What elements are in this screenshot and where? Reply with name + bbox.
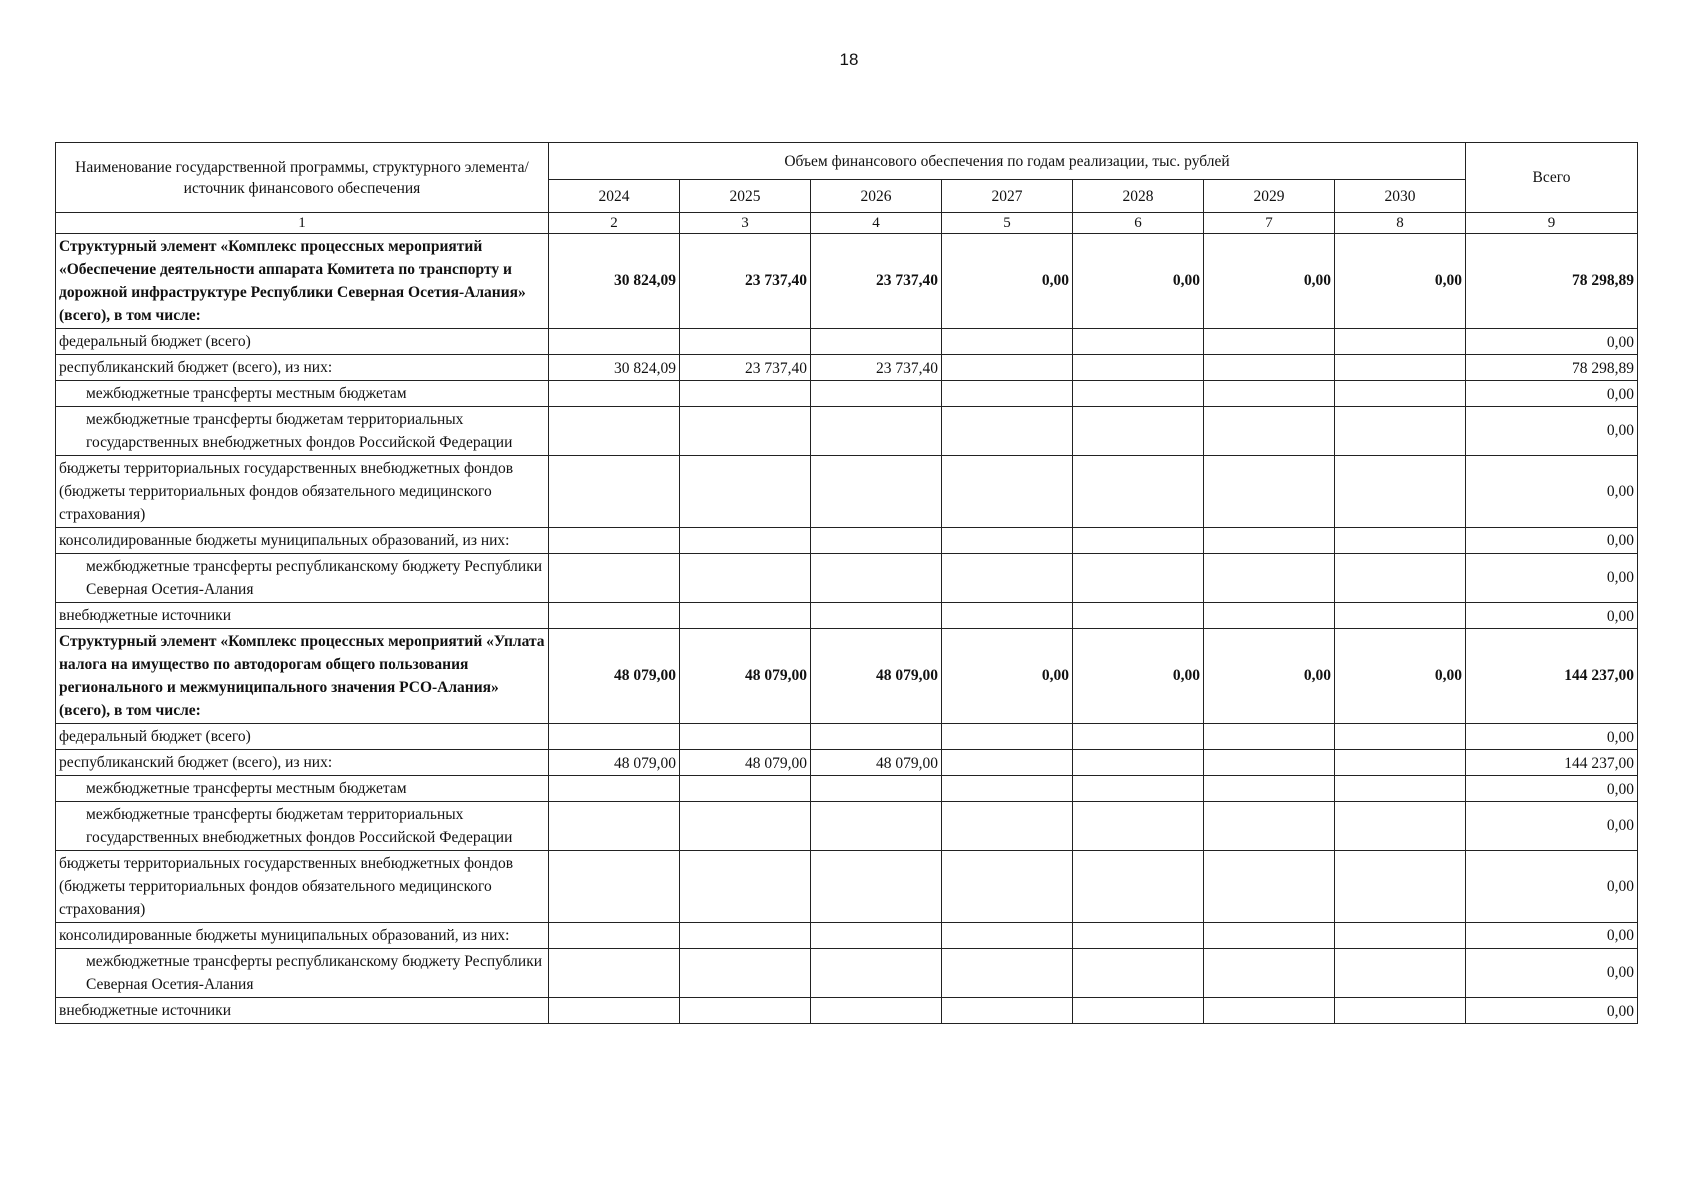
year-value-cell xyxy=(811,407,942,456)
table-row xyxy=(56,923,1638,949)
row-label: внебюджетные источники xyxy=(56,998,549,1024)
year-value-cell xyxy=(1335,998,1466,1024)
total-value-cell: 78 298,89 xyxy=(1466,355,1638,381)
total-value-cell: 78 298,89 xyxy=(1466,234,1638,329)
year-value-cell xyxy=(942,724,1073,750)
year-value-cell xyxy=(811,802,942,851)
year-value-cell xyxy=(811,329,942,355)
total-value-cell: 0,00 xyxy=(1466,998,1638,1024)
year-value-cell: 0,00 xyxy=(1335,629,1466,724)
year-value-cell xyxy=(1073,355,1204,381)
row-label: межбюджетные трансферты местным бюджетам xyxy=(56,776,549,802)
total-value-cell: 0,00 xyxy=(1466,949,1638,998)
page-number: 18 xyxy=(839,50,859,69)
year-value-cell: 48 079,00 xyxy=(549,750,680,776)
year-value-cell xyxy=(942,776,1073,802)
year-value-cell xyxy=(549,456,680,528)
year-value-cell xyxy=(1204,456,1335,528)
year-value-cell xyxy=(1204,724,1335,750)
row-label: федеральный бюджет (всего) xyxy=(56,329,549,355)
table-row xyxy=(56,776,1638,802)
year-value-cell xyxy=(680,603,811,629)
year-value-cell xyxy=(942,407,1073,456)
column-number: 2 xyxy=(549,213,680,234)
year-value-cell xyxy=(1335,802,1466,851)
header-total: Всего xyxy=(1466,143,1638,213)
year-value-cell: 48 079,00 xyxy=(811,750,942,776)
year-value-cell xyxy=(811,528,942,554)
total-value-cell: 0,00 xyxy=(1466,802,1638,851)
year-value-cell xyxy=(680,329,811,355)
year-value-cell xyxy=(942,923,1073,949)
year-value-cell xyxy=(942,603,1073,629)
year-value-cell xyxy=(1073,802,1204,851)
year-value-cell xyxy=(680,802,811,851)
year-value-cell xyxy=(1335,603,1466,629)
year-value-cell: 30 824,09 xyxy=(549,355,680,381)
year-value-cell xyxy=(680,407,811,456)
year-value-cell: 0,00 xyxy=(1204,629,1335,724)
year-value-cell xyxy=(680,776,811,802)
year-value-cell xyxy=(680,998,811,1024)
table-row xyxy=(56,998,1638,1024)
year-value-cell: 48 079,00 xyxy=(680,629,811,724)
header-year: 2028 xyxy=(1073,180,1204,213)
year-value-cell: 0,00 xyxy=(1073,629,1204,724)
year-value-cell xyxy=(1204,528,1335,554)
row-label: бюджеты территориальных государственных внебюджетных фондов (бюджеты территориальных фондов обязательного медицинского страхования) xyxy=(56,456,549,528)
total-value-cell: 0,00 xyxy=(1466,603,1638,629)
year-value-cell xyxy=(1073,456,1204,528)
year-value-cell: 48 079,00 xyxy=(549,629,680,724)
table-row xyxy=(56,528,1638,554)
row-label: внебюджетные источники xyxy=(56,603,549,629)
header-name: Наименование государственной программы, структурного элемента/источник финансового обеспечения xyxy=(56,143,549,213)
year-value-cell xyxy=(1073,776,1204,802)
year-value-cell xyxy=(680,554,811,603)
year-value-cell xyxy=(942,329,1073,355)
total-value-cell: 0,00 xyxy=(1466,528,1638,554)
year-value-cell xyxy=(1335,554,1466,603)
year-value-cell xyxy=(1335,851,1466,923)
year-value-cell xyxy=(942,554,1073,603)
year-value-cell xyxy=(1335,381,1466,407)
row-label: республиканский бюджет (всего), из них: xyxy=(56,750,549,776)
total-value-cell: 144 237,00 xyxy=(1466,629,1638,724)
year-value-cell xyxy=(549,949,680,998)
year-value-cell xyxy=(680,456,811,528)
row-label: межбюджетные трансферты бюджетам территориальных государственных внебюджетных фондов Российской Федерации xyxy=(56,407,549,456)
year-value-cell xyxy=(549,724,680,750)
table-row xyxy=(56,603,1638,629)
total-value-cell: 0,00 xyxy=(1466,407,1638,456)
year-value-cell xyxy=(549,923,680,949)
row-label: консолидированные бюджеты муниципальных образований, из них: xyxy=(56,923,549,949)
year-value-cell xyxy=(942,750,1073,776)
total-value-cell: 0,00 xyxy=(1466,776,1638,802)
column-number: 7 xyxy=(1204,213,1335,234)
year-value-cell xyxy=(1073,603,1204,629)
year-value-cell xyxy=(942,851,1073,923)
budget-table xyxy=(55,142,1638,1024)
table-row xyxy=(56,750,1638,776)
year-value-cell xyxy=(1204,851,1335,923)
year-value-cell xyxy=(549,603,680,629)
year-value-cell xyxy=(1204,802,1335,851)
total-value-cell: 0,00 xyxy=(1466,724,1638,750)
year-value-cell xyxy=(1204,355,1335,381)
table-row xyxy=(56,851,1638,923)
year-value-cell xyxy=(1204,407,1335,456)
year-value-cell xyxy=(680,528,811,554)
header-year: 2030 xyxy=(1335,180,1466,213)
table-row xyxy=(56,802,1638,851)
year-value-cell xyxy=(1204,750,1335,776)
year-value-cell xyxy=(811,923,942,949)
total-value-cell: 0,00 xyxy=(1466,381,1638,407)
total-value-cell: 0,00 xyxy=(1466,456,1638,528)
year-value-cell xyxy=(942,949,1073,998)
header-volume: Объем финансового обеспечения по годам реализации, тыс. рублей xyxy=(549,143,1466,180)
year-value-cell xyxy=(1073,407,1204,456)
year-value-cell xyxy=(1335,456,1466,528)
table-body xyxy=(56,234,1638,1024)
header-year: 2024 xyxy=(549,180,680,213)
year-value-cell xyxy=(549,776,680,802)
year-value-cell: 23 737,40 xyxy=(811,234,942,329)
column-number: 5 xyxy=(942,213,1073,234)
table-row xyxy=(56,355,1638,381)
year-value-cell xyxy=(1335,355,1466,381)
year-value-cell xyxy=(942,355,1073,381)
year-value-cell xyxy=(811,456,942,528)
year-value-cell xyxy=(1073,750,1204,776)
table-row xyxy=(56,456,1638,528)
year-value-cell xyxy=(1073,949,1204,998)
year-value-cell xyxy=(549,407,680,456)
year-value-cell xyxy=(1335,776,1466,802)
year-value-cell xyxy=(1204,381,1335,407)
year-value-cell xyxy=(549,851,680,923)
year-value-cell xyxy=(1335,528,1466,554)
year-value-cell xyxy=(1204,776,1335,802)
year-value-cell: 0,00 xyxy=(1073,234,1204,329)
year-value-cell xyxy=(1204,923,1335,949)
header-year: 2027 xyxy=(942,180,1073,213)
year-value-cell xyxy=(1204,329,1335,355)
year-value-cell xyxy=(1073,381,1204,407)
year-value-cell: 23 737,40 xyxy=(680,234,811,329)
table-row xyxy=(56,407,1638,456)
year-value-cell xyxy=(1204,554,1335,603)
year-value-cell xyxy=(811,554,942,603)
table-row xyxy=(56,724,1638,750)
column-number: 6 xyxy=(1073,213,1204,234)
year-value-cell xyxy=(942,381,1073,407)
year-value-cell xyxy=(1073,329,1204,355)
year-value-cell xyxy=(680,724,811,750)
year-value-cell xyxy=(680,851,811,923)
year-value-cell xyxy=(1335,407,1466,456)
column-number: 9 xyxy=(1466,213,1638,234)
year-value-cell: 0,00 xyxy=(1335,234,1466,329)
year-value-cell: 23 737,40 xyxy=(680,355,811,381)
column-number: 1 xyxy=(56,213,549,234)
year-value-cell xyxy=(1073,923,1204,949)
year-value-cell xyxy=(811,998,942,1024)
total-value-cell: 0,00 xyxy=(1466,851,1638,923)
row-label: Структурный элемент «Комплекс процессных мероприятий «Уплата налога на имущество по автодорогам общего пользования регионального и межмуниципального значения РСО-Алания» (всего), в том числе: xyxy=(56,629,549,724)
table-row xyxy=(56,234,1638,329)
row-label: федеральный бюджет (всего) xyxy=(56,724,549,750)
year-value-cell xyxy=(811,949,942,998)
header-year: 2026 xyxy=(811,180,942,213)
year-value-cell xyxy=(680,923,811,949)
year-value-cell xyxy=(680,949,811,998)
year-value-cell xyxy=(1335,949,1466,998)
year-value-cell xyxy=(549,528,680,554)
row-label: межбюджетные трансферты республиканскому бюджету Республики Северная Осетия-Алания xyxy=(56,949,549,998)
total-value-cell: 0,00 xyxy=(1466,329,1638,355)
year-value-cell xyxy=(1335,724,1466,750)
year-value-cell xyxy=(942,998,1073,1024)
row-label: Структурный элемент «Комплекс процессных мероприятий «Обеспечение деятельности аппарата Комитета по транспорту и дорожной инфраструктуре Республики Северная Осетия-Алания» (всего), в том числе: xyxy=(56,234,549,329)
total-value-cell: 144 237,00 xyxy=(1466,750,1638,776)
row-label: бюджеты территориальных государственных внебюджетных фондов (бюджеты территориальных фондов обязательного медицинского страхования) xyxy=(56,851,549,923)
column-number: 3 xyxy=(680,213,811,234)
year-value-cell xyxy=(942,528,1073,554)
year-value-cell xyxy=(811,603,942,629)
year-value-cell xyxy=(811,381,942,407)
year-value-cell xyxy=(1073,554,1204,603)
year-value-cell xyxy=(549,329,680,355)
year-value-cell xyxy=(1073,851,1204,923)
column-number: 4 xyxy=(811,213,942,234)
row-label: консолидированные бюджеты муниципальных образований, из них: xyxy=(56,528,549,554)
year-value-cell xyxy=(549,381,680,407)
row-label: межбюджетные трансферты республиканскому бюджету Республики Северная Осетия-Алания xyxy=(56,554,549,603)
year-value-cell xyxy=(811,851,942,923)
year-value-cell xyxy=(942,456,1073,528)
total-value-cell: 0,00 xyxy=(1466,554,1638,603)
header-year: 2025 xyxy=(680,180,811,213)
year-value-cell xyxy=(811,776,942,802)
year-value-cell xyxy=(1335,329,1466,355)
year-value-cell xyxy=(1204,603,1335,629)
table-row xyxy=(56,554,1638,603)
year-value-cell xyxy=(1204,998,1335,1024)
column-number: 8 xyxy=(1335,213,1466,234)
year-value-cell: 0,00 xyxy=(942,234,1073,329)
year-value-cell xyxy=(1335,750,1466,776)
year-value-cell xyxy=(549,998,680,1024)
year-value-cell: 48 079,00 xyxy=(680,750,811,776)
year-value-cell xyxy=(811,724,942,750)
year-value-cell xyxy=(1204,949,1335,998)
year-value-cell: 23 737,40 xyxy=(811,355,942,381)
total-value-cell: 0,00 xyxy=(1466,923,1638,949)
year-value-cell xyxy=(549,802,680,851)
year-value-cell xyxy=(942,802,1073,851)
year-value-cell xyxy=(1073,528,1204,554)
row-label: республиканский бюджет (всего), из них: xyxy=(56,355,549,381)
year-value-cell: 0,00 xyxy=(1204,234,1335,329)
year-value-cell xyxy=(1073,998,1204,1024)
table-row xyxy=(56,629,1638,724)
table-row xyxy=(56,381,1638,407)
row-label: межбюджетные трансферты бюджетам территориальных государственных внебюджетных фондов Российской Федерации xyxy=(56,802,549,851)
year-value-cell xyxy=(549,554,680,603)
row-label: межбюджетные трансферты местным бюджетам xyxy=(56,381,549,407)
year-value-cell xyxy=(1073,724,1204,750)
table-row xyxy=(56,949,1638,998)
table-row xyxy=(56,329,1638,355)
year-value-cell xyxy=(1335,923,1466,949)
year-value-cell xyxy=(680,381,811,407)
year-value-cell: 48 079,00 xyxy=(811,629,942,724)
header-year: 2029 xyxy=(1204,180,1335,213)
year-value-cell: 0,00 xyxy=(942,629,1073,724)
year-value-cell: 30 824,09 xyxy=(549,234,680,329)
